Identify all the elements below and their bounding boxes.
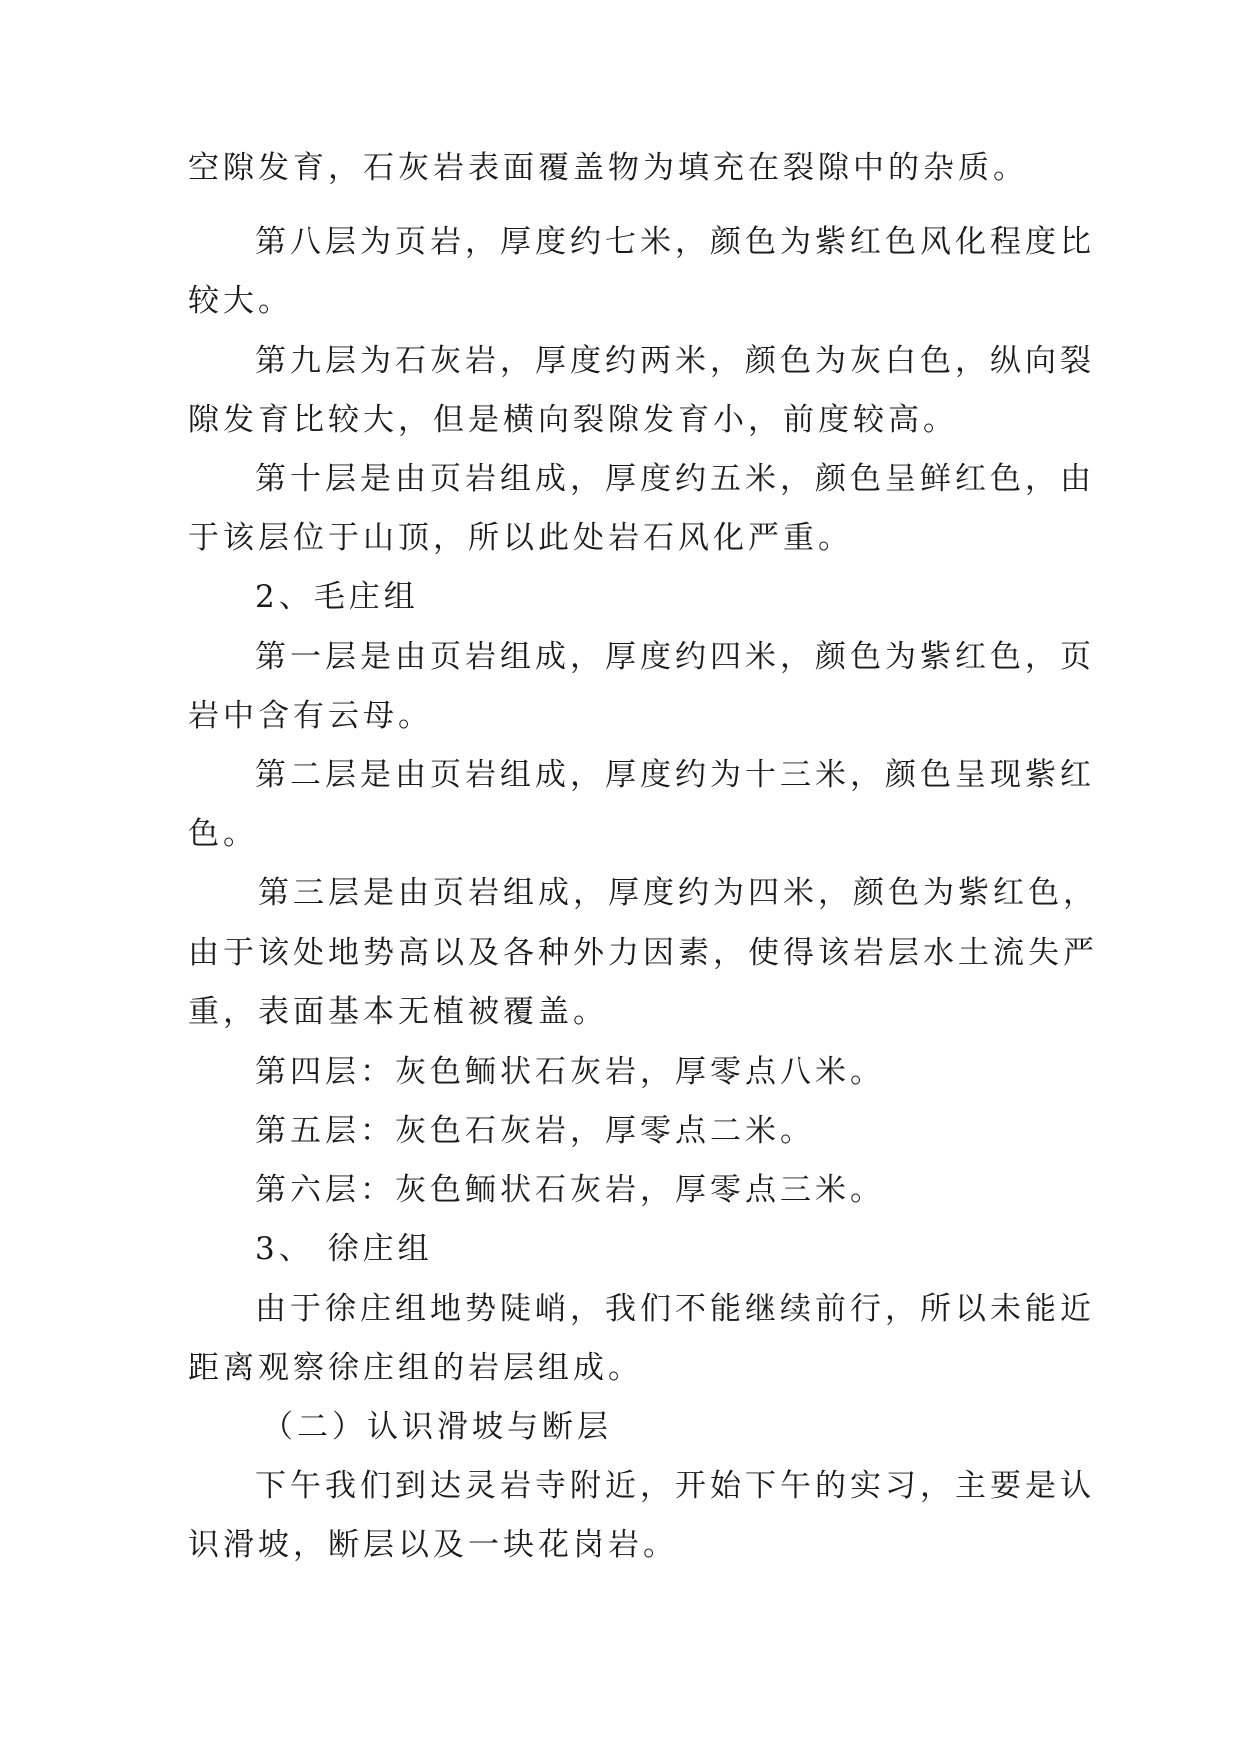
text-line: 隙发育比较大，但是横向裂隙发育小，前度较高。 xyxy=(188,402,958,438)
section-heading: 3、 徐庄组 xyxy=(255,1231,433,1267)
text-line: 第三层是由页岩组成，厚度约为四米，颜色为紫红色， xyxy=(258,875,1098,911)
section-heading: 2、毛庄组 xyxy=(255,579,419,615)
text-line: 于该层位于山顶，所以此处岩石风化严重。 xyxy=(188,520,853,556)
text-line: 由于该处地势高以及各种外力因素，使得该岩层水土流失严 xyxy=(188,935,1098,971)
text-line: 下午我们到达灵岩寺附近，开始下午的实习，主要是认 xyxy=(255,1468,1095,1504)
text-line: 识滑坡，断层以及一块花岗岩。 xyxy=(188,1527,678,1563)
text-line: 色。 xyxy=(188,816,258,852)
text-line: 第六层：灰色鲕状石灰岩，厚零点三米。 xyxy=(255,1172,885,1208)
text-line: 岩中含有云母。 xyxy=(188,698,433,734)
text-line: 第八层为页岩，厚度约七米，颜色为紫红色风化程度比 xyxy=(255,224,1095,260)
text-line: 较大。 xyxy=(188,283,293,319)
section-heading: （二）认识滑坡与断层 xyxy=(262,1409,612,1445)
text-line: 第五层：灰色石灰岩，厚零点二米。 xyxy=(255,1113,815,1149)
text-line: 第二层是由页岩组成，厚度约为十三米，颜色呈现紫红 xyxy=(255,757,1095,793)
text-line: 空隙发育，石灰岩表面覆盖物为填充在裂隙中的杂质。 xyxy=(188,150,1028,186)
text-line: 重，表面基本无植被覆盖。 xyxy=(188,994,608,1030)
text-line: 第一层是由页岩组成，厚度约四米，颜色为紫红色，页 xyxy=(255,639,1095,675)
text-line: 第十层是由页岩组成，厚度约五米，颜色呈鲜红色，由 xyxy=(255,461,1095,497)
text-line: 距离观察徐庄组的岩层组成。 xyxy=(188,1350,643,1386)
text-line: 第九层为石灰岩，厚度约两米，颜色为灰白色，纵向裂 xyxy=(255,343,1095,379)
text-line: 由于徐庄组地势陡峭，我们不能继续前行，所以未能近 xyxy=(255,1291,1095,1327)
text-line: 第四层：灰色鲕状石灰岩，厚零点八米。 xyxy=(255,1054,885,1090)
